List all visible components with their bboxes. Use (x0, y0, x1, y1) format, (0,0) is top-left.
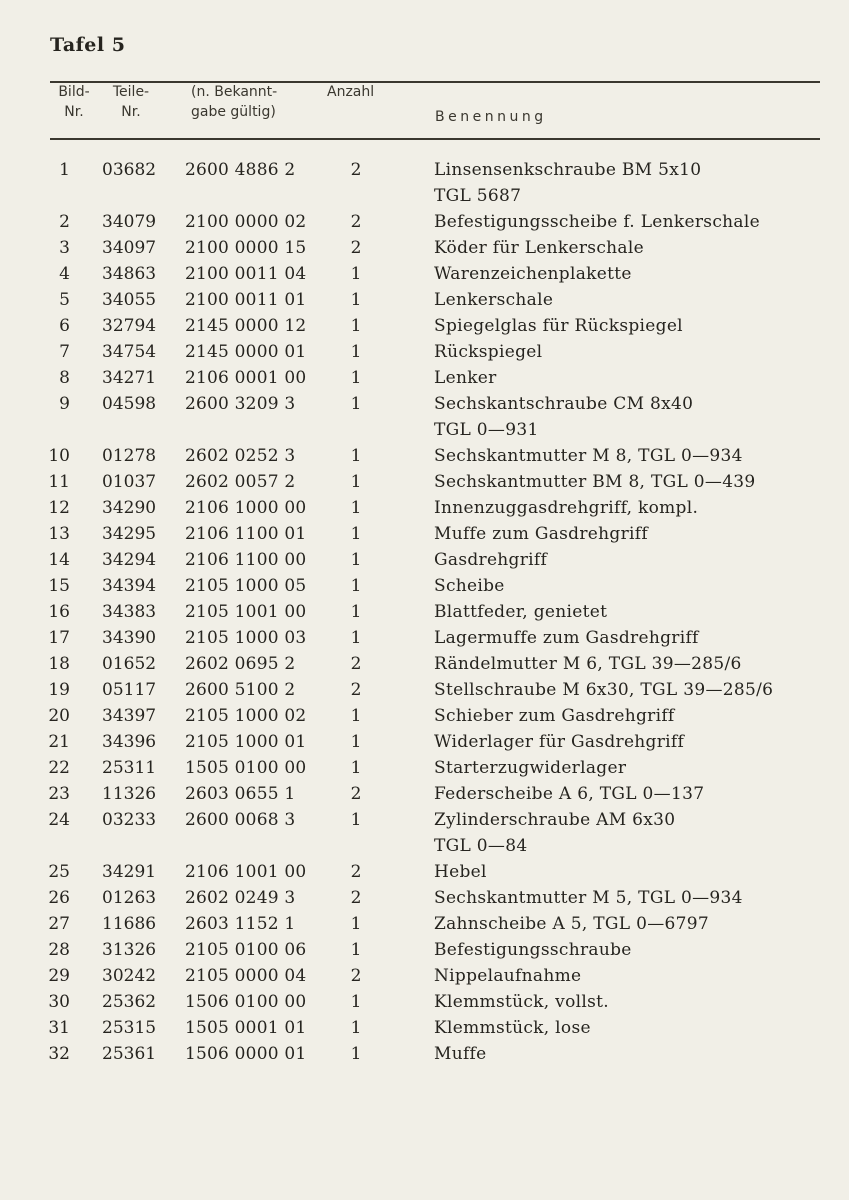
bekanntgabe-nr-cell: 2602 0252 3 (185, 446, 296, 466)
bild-nr-cell: 32 (48, 1044, 70, 1064)
anzahl-cell: 2 (350, 888, 362, 908)
benennung-line: Stellschraube M 6x30, TGL 39—285/6 (434, 680, 774, 700)
teile-nr-cell: 34295 (102, 524, 157, 544)
bekanntgabe-nr-cell: 2105 1000 05 (185, 576, 307, 596)
teile-nr-cell: 01652 (102, 654, 157, 674)
benennung-line: Hebel (434, 862, 487, 882)
bekanntgabe-nr-cell: 2600 4886 2 (185, 160, 296, 180)
benennung-cell (434, 989, 839, 1015)
bekanntgabe-nr-cell: 2145 0000 01 (185, 342, 307, 362)
benennung-cell (434, 651, 839, 677)
anzahl-cell: 1 (350, 758, 362, 778)
benennung-cell (434, 599, 839, 625)
teile-nr-cell: 04598 (102, 394, 157, 414)
header-bild-nr (50, 82, 98, 122)
header-bek-line2: gabe gültig) (191, 104, 276, 120)
table-row (0, 235, 849, 261)
bild-nr-cell: 17 (48, 628, 70, 648)
benennung-line: Sechskantschraube CM 8x40 (434, 394, 694, 414)
benennung-cell (434, 261, 839, 287)
benennung-line: Zylinderschraube AM 6x30 (434, 810, 676, 830)
teile-nr-cell: 32794 (102, 316, 157, 336)
bild-nr-cell: 29 (48, 966, 70, 986)
benennung-line: Starterzugwiderlager (434, 758, 627, 778)
bekanntgabe-nr-cell: 2106 0001 00 (185, 368, 307, 388)
bild-nr-cell: 21 (48, 732, 70, 752)
header-teile-line2: Nr. (121, 104, 141, 120)
anzahl-cell: 1 (350, 290, 362, 310)
anzahl-cell: 2 (350, 238, 362, 258)
table-row (0, 209, 849, 235)
benennung-cell (434, 859, 839, 885)
bild-nr-cell: 5 (59, 290, 70, 310)
bild-nr-cell: 12 (48, 498, 70, 518)
header-bild-line2: Nr. (64, 104, 84, 120)
bild-nr-cell: 14 (48, 550, 70, 570)
benennung-cell (434, 677, 839, 703)
benennung-cell (434, 755, 839, 781)
anzahl-cell: 1 (350, 472, 362, 492)
bekanntgabe-nr-cell: 2106 1001 00 (185, 862, 307, 882)
anzahl-cell: 1 (350, 342, 362, 362)
bekanntgabe-nr-cell: 2105 1000 03 (185, 628, 307, 648)
bekanntgabe-nr-cell: 2100 0000 02 (185, 212, 307, 232)
bild-nr-cell: 1 (59, 160, 70, 180)
bild-nr-cell: 31 (48, 1018, 70, 1038)
benennung-cell (434, 365, 839, 391)
benennung-line: Warenzeichenplakette (434, 264, 632, 284)
teile-nr-cell: 34396 (102, 732, 157, 752)
anzahl-cell: 1 (350, 706, 362, 726)
bekanntgabe-nr-cell: 2100 0011 01 (185, 290, 307, 310)
header-bek-line1: (n. Bekannt- (191, 84, 278, 100)
benennung-line: Rändelmutter M 6, TGL 39—285/6 (434, 654, 742, 674)
bekanntgabe-nr-cell: 2106 1100 01 (185, 524, 307, 544)
teile-nr-cell: 03682 (102, 160, 157, 180)
benennung-line: Gasdrehgriff (434, 550, 548, 570)
table-row (0, 365, 849, 391)
header-top-rule (50, 81, 820, 83)
anzahl-cell: 1 (350, 602, 362, 622)
anzahl-cell: 2 (350, 654, 362, 674)
table-row (0, 677, 849, 703)
bekanntgabe-nr-cell: 2603 0655 1 (185, 784, 296, 804)
bekanntgabe-nr-cell: 1506 0100 00 (185, 992, 307, 1012)
bild-nr-cell: 20 (48, 706, 70, 726)
bild-nr-cell: 28 (48, 940, 70, 960)
bild-nr-cell: 9 (59, 394, 70, 414)
teile-nr-cell: 25362 (102, 992, 157, 1012)
bekanntgabe-nr-cell: 1505 0001 01 (185, 1018, 307, 1038)
teile-nr-cell: 01263 (102, 888, 157, 908)
benennung-cell (434, 495, 839, 521)
bild-nr-cell: 8 (59, 368, 70, 388)
benennung-line: Muffe (434, 1044, 487, 1064)
benennung-line: Innenzuggasdrehgriff, kompl. (434, 498, 699, 518)
bild-nr-cell: 11 (48, 472, 70, 492)
benennung-cell (434, 287, 839, 313)
bekanntgabe-nr-cell: 2602 0057 2 (185, 472, 296, 492)
benennung-cell (434, 157, 839, 209)
benennung-line: Rückspiegel (434, 342, 543, 362)
table-row (0, 261, 849, 287)
table-row (0, 599, 849, 625)
bekanntgabe-nr-cell: 2105 0000 04 (185, 966, 307, 986)
bild-nr-cell: 10 (48, 446, 70, 466)
teile-nr-cell: 25361 (102, 1044, 157, 1064)
teile-nr-cell: 25315 (102, 1018, 157, 1038)
bekanntgabe-nr-cell: 2105 1000 02 (185, 706, 307, 726)
teile-nr-cell: 03233 (102, 810, 157, 830)
benennung-line: Lenkerschale (434, 290, 554, 310)
anzahl-cell: 1 (350, 446, 362, 466)
header-bottom-rule (50, 138, 820, 140)
anzahl-cell: 1 (350, 316, 362, 336)
teile-nr-cell: 34055 (102, 290, 157, 310)
table-row (0, 755, 849, 781)
anzahl-cell: 1 (350, 940, 362, 960)
benennung-cell (434, 1041, 839, 1067)
header-anzahl: Anzahl (327, 84, 375, 100)
bekanntgabe-nr-cell: 2105 0100 06 (185, 940, 307, 960)
bild-nr-cell: 25 (48, 862, 70, 882)
bekanntgabe-nr-cell: 2106 1000 00 (185, 498, 307, 518)
teile-nr-cell: 01037 (102, 472, 157, 492)
table-row (0, 885, 849, 911)
bekanntgabe-nr-cell: 2105 1001 00 (185, 602, 307, 622)
table-row (0, 313, 849, 339)
benennung-line: Spiegelglas für Rückspiegel (434, 316, 683, 336)
benennung-cell (434, 781, 839, 807)
benennung-line: TGL 5687 (434, 186, 522, 206)
teile-nr-cell: 34271 (102, 368, 157, 388)
benennung-cell (434, 729, 839, 755)
bekanntgabe-nr-cell: 2600 3209 3 (185, 394, 296, 414)
benennung-line: Sechskantmutter M 5, TGL 0—934 (434, 888, 743, 908)
bild-nr-cell: 15 (48, 576, 70, 596)
header-teile-line1: Teile- (112, 84, 150, 100)
anzahl-cell: 1 (350, 368, 362, 388)
benennung-line: Sechskantmutter BM 8, TGL 0—439 (434, 472, 756, 492)
benennung-cell (434, 625, 839, 651)
benennung-cell (434, 573, 839, 599)
anzahl-cell: 1 (350, 524, 362, 544)
teile-nr-cell: 30242 (102, 966, 157, 986)
table-row (0, 1015, 849, 1041)
table-row (0, 1041, 849, 1067)
bekanntgabe-nr-cell: 2100 0000 15 (185, 238, 307, 258)
benennung-cell (434, 521, 839, 547)
benennung-cell (434, 391, 839, 443)
bild-nr-cell: 30 (48, 992, 70, 1012)
bild-nr-cell: 18 (48, 654, 70, 674)
anzahl-cell: 2 (350, 680, 362, 700)
benennung-cell (434, 443, 839, 469)
teile-nr-cell: 34290 (102, 498, 157, 518)
anzahl-cell: 2 (350, 966, 362, 986)
table-row (0, 521, 849, 547)
anzahl-cell: 1 (350, 394, 362, 414)
bekanntgabe-nr-cell: 2603 1152 1 (185, 914, 296, 934)
anzahl-cell: 1 (350, 1018, 362, 1038)
anzahl-cell: 1 (350, 732, 362, 752)
table-row (0, 287, 849, 313)
teile-nr-cell: 05117 (102, 680, 157, 700)
table-row (0, 469, 849, 495)
benennung-cell (434, 807, 839, 859)
benennung-line: Befestigungsschraube (434, 940, 632, 960)
benennung-line: Federscheibe A 6, TGL 0—137 (434, 784, 705, 804)
teile-nr-cell: 34397 (102, 706, 157, 726)
table-row (0, 807, 849, 859)
benennung-line: Blattfeder, genietet (434, 602, 608, 622)
teile-nr-cell: 11686 (102, 914, 157, 934)
benennung-line: Linsensenkschraube BM 5x10 (434, 160, 702, 180)
header-benennung: Benennung (435, 109, 547, 125)
table-row (0, 391, 849, 443)
bild-nr-cell: 13 (48, 524, 70, 544)
bekanntgabe-nr-cell: 1506 0000 01 (185, 1044, 307, 1064)
bekanntgabe-nr-cell: 2105 1000 01 (185, 732, 307, 752)
table-row (0, 651, 849, 677)
benennung-cell (434, 469, 839, 495)
bild-nr-cell: 27 (48, 914, 70, 934)
bild-nr-cell: 16 (48, 602, 70, 622)
header-bekanntgabe (191, 82, 277, 122)
anzahl-cell: 1 (350, 1044, 362, 1064)
benennung-cell (434, 911, 839, 937)
bild-nr-cell: 19 (48, 680, 70, 700)
benennung-line: Klemmstück, lose (434, 1018, 591, 1038)
anzahl-cell: 1 (350, 628, 362, 648)
anzahl-cell: 1 (350, 914, 362, 934)
benennung-line: Nippelaufnahme (434, 966, 582, 986)
table-row (0, 443, 849, 469)
benennung-line: Schieber zum Gasdrehgriff (434, 706, 675, 726)
anzahl-cell: 1 (350, 498, 362, 518)
benennung-line: Köder für Lenkerschale (434, 238, 644, 258)
teile-nr-cell: 34097 (102, 238, 157, 258)
anzahl-cell: 2 (350, 862, 362, 882)
benennung-cell (434, 937, 839, 963)
anzahl-cell: 1 (350, 264, 362, 284)
teile-nr-cell: 34079 (102, 212, 157, 232)
bekanntgabe-nr-cell: 1505 0100 00 (185, 758, 307, 778)
table-row (0, 729, 849, 755)
anzahl-cell: 1 (350, 576, 362, 596)
header-bild-line1: Bild- (58, 84, 90, 100)
bild-nr-cell: 6 (59, 316, 70, 336)
table-row (0, 859, 849, 885)
bild-nr-cell: 24 (48, 810, 70, 830)
bild-nr-cell: 26 (48, 888, 70, 908)
teile-nr-cell: 01278 (102, 446, 157, 466)
benennung-line: Lagermuffe zum Gasdrehgriff (434, 628, 699, 648)
bild-nr-cell: 22 (48, 758, 70, 778)
table-row (0, 573, 849, 599)
benennung-cell (434, 547, 839, 573)
teile-nr-cell: 34754 (102, 342, 157, 362)
benennung-line: Scheibe (434, 576, 505, 596)
benennung-line: Klemmstück, vollst. (434, 992, 609, 1012)
bekanntgabe-nr-cell: 2600 5100 2 (185, 680, 296, 700)
benennung-cell (434, 235, 839, 261)
benennung-line: Befestigungsscheibe f. Lenkerschale (434, 212, 760, 232)
anzahl-cell: 2 (350, 212, 362, 232)
benennung-cell (434, 339, 839, 365)
teile-nr-cell: 31326 (102, 940, 157, 960)
page-title: Tafel 5 (50, 34, 126, 56)
benennung-line: TGL 0—931 (434, 420, 539, 440)
bild-nr-cell: 23 (48, 784, 70, 804)
table-row (0, 495, 849, 521)
bild-nr-cell: 3 (59, 238, 70, 258)
benennung-line: Widerlager für Gasdrehgriff (434, 732, 685, 752)
benennung-cell (434, 885, 839, 911)
benennung-cell (434, 209, 839, 235)
table-row (0, 547, 849, 573)
anzahl-cell: 2 (350, 784, 362, 804)
bekanntgabe-nr-cell: 2600 0068 3 (185, 810, 296, 830)
table-row (0, 963, 849, 989)
benennung-cell (434, 963, 839, 989)
teile-nr-cell: 34291 (102, 862, 157, 882)
header-teile-nr (103, 82, 159, 122)
parts-table-body (0, 157, 849, 1067)
benennung-cell (434, 703, 839, 729)
benennung-line: Sechskantmutter M 8, TGL 0—934 (434, 446, 743, 466)
table-row (0, 781, 849, 807)
teile-nr-cell: 34863 (102, 264, 157, 284)
teile-nr-cell: 25311 (102, 758, 157, 778)
benennung-line: Lenker (434, 368, 497, 388)
benennung-line: Zahnscheibe A 5, TGL 0—6797 (434, 914, 709, 934)
table-row (0, 911, 849, 937)
benennung-line: TGL 0—84 (434, 836, 528, 856)
benennung-cell (434, 313, 839, 339)
table-row (0, 937, 849, 963)
table-row (0, 339, 849, 365)
anzahl-cell: 1 (350, 992, 362, 1012)
benennung-cell (434, 1015, 839, 1041)
teile-nr-cell: 34390 (102, 628, 157, 648)
table-row (0, 625, 849, 651)
anzahl-cell: 2 (350, 160, 362, 180)
bekanntgabe-nr-cell: 2145 0000 12 (185, 316, 307, 336)
bild-nr-cell: 2 (59, 212, 70, 232)
table-row (0, 703, 849, 729)
teile-nr-cell: 34383 (102, 602, 157, 622)
teile-nr-cell: 34294 (102, 550, 157, 570)
bild-nr-cell: 4 (59, 264, 70, 284)
bild-nr-cell: 7 (59, 342, 70, 362)
anzahl-cell: 1 (350, 550, 362, 570)
teile-nr-cell: 11326 (102, 784, 157, 804)
table-row (0, 157, 849, 209)
anzahl-cell: 1 (350, 810, 362, 830)
bekanntgabe-nr-cell: 2100 0011 04 (185, 264, 307, 284)
benennung-line: Muffe zum Gasdrehgriff (434, 524, 648, 544)
teile-nr-cell: 34394 (102, 576, 157, 596)
table-row (0, 989, 849, 1015)
bekanntgabe-nr-cell: 2602 0695 2 (185, 654, 296, 674)
bekanntgabe-nr-cell: 2602 0249 3 (185, 888, 296, 908)
bekanntgabe-nr-cell: 2106 1100 00 (185, 550, 307, 570)
